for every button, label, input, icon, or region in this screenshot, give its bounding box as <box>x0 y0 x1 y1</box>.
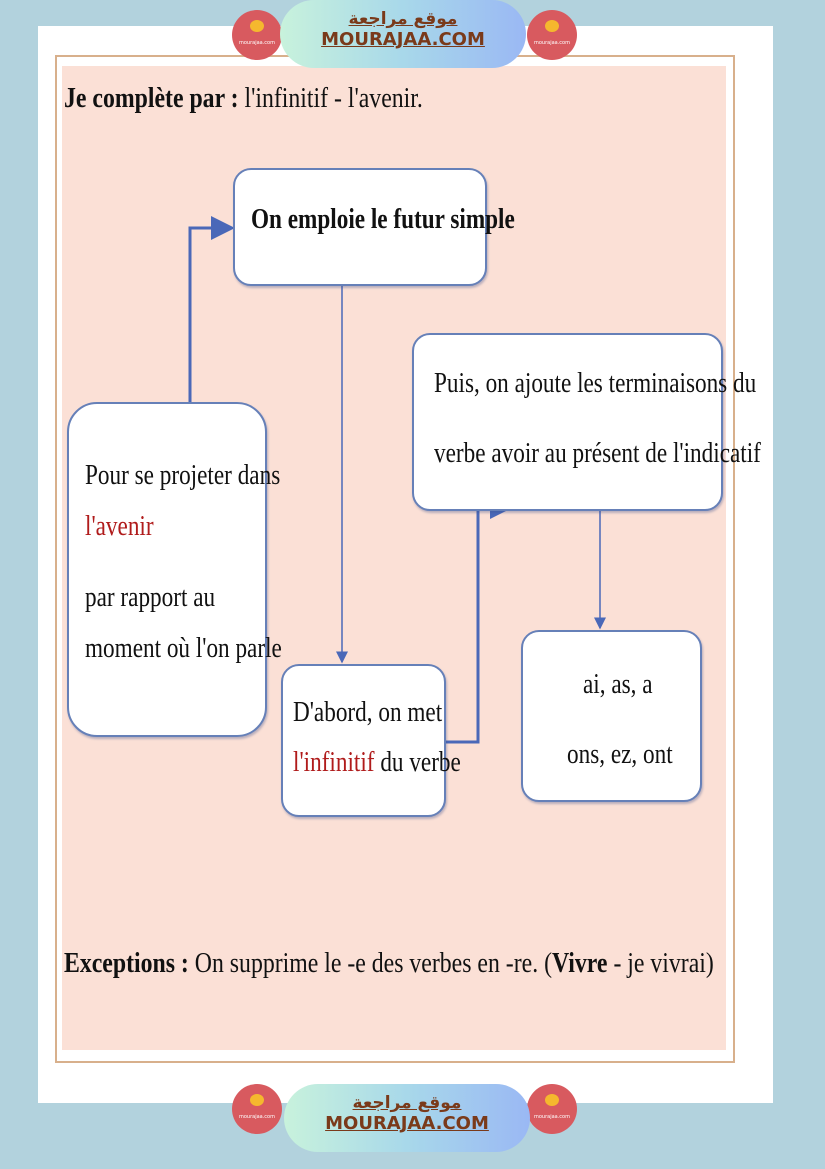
box-text: On emploie le futur simple <box>251 203 515 235</box>
box-endings <box>521 630 702 802</box>
box-text: moment où l'on parle <box>85 632 282 664</box>
highlight-infinitif: l'infinitif <box>293 746 375 778</box>
box-text: Puis, on ajoute les terminaisons du <box>434 367 757 399</box>
brand-site: MOURAJAA.COM <box>325 1113 489 1134</box>
box-text: verbe avoir au présent de l'indicatif <box>434 437 761 469</box>
exercise-title: Je complète par : l'infinitif - l'avenir. <box>64 82 423 114</box>
box-futur-simple <box>233 168 515 286</box>
box-text: ai, as, a <box>583 668 653 700</box>
exceptions-text: Exceptions : On supprime le -e des verbes en -re. (Vivre - je vivrai) <box>64 947 714 979</box>
box-text: Pour se projeter dans <box>85 459 281 491</box>
box-text: ons, ez, ont <box>567 738 673 770</box>
logo-right-bottom: mourajaa.com <box>527 1084 577 1134</box>
box-text: D'abord, on met <box>293 696 443 728</box>
arrow-infinitif-to-terminaisons <box>445 507 511 742</box>
box-infinitif <box>281 664 461 817</box>
site-badge-bottom[interactable] <box>284 1084 530 1152</box>
logo-left-top: mourajaa.com <box>232 10 282 60</box>
logo-right-top: mourajaa.com <box>527 10 577 60</box>
logo-left-bottom: mourajaa.com <box>232 1084 282 1134</box>
box-text: par rapport au <box>85 581 216 613</box>
box-terminaisons <box>412 333 761 511</box>
highlight-avenir: l'avenir <box>85 510 154 542</box>
brand-arabic: موقع مراجعة <box>352 1093 462 1113</box>
box-text: l'infinitif du verbe <box>293 746 461 778</box>
box-avenir <box>67 402 282 737</box>
brand-site: MOURAJAA.COM <box>321 29 485 50</box>
arrow-avenir-to-futur <box>190 228 232 402</box>
brand-arabic: موقع مراجعة <box>348 9 458 29</box>
